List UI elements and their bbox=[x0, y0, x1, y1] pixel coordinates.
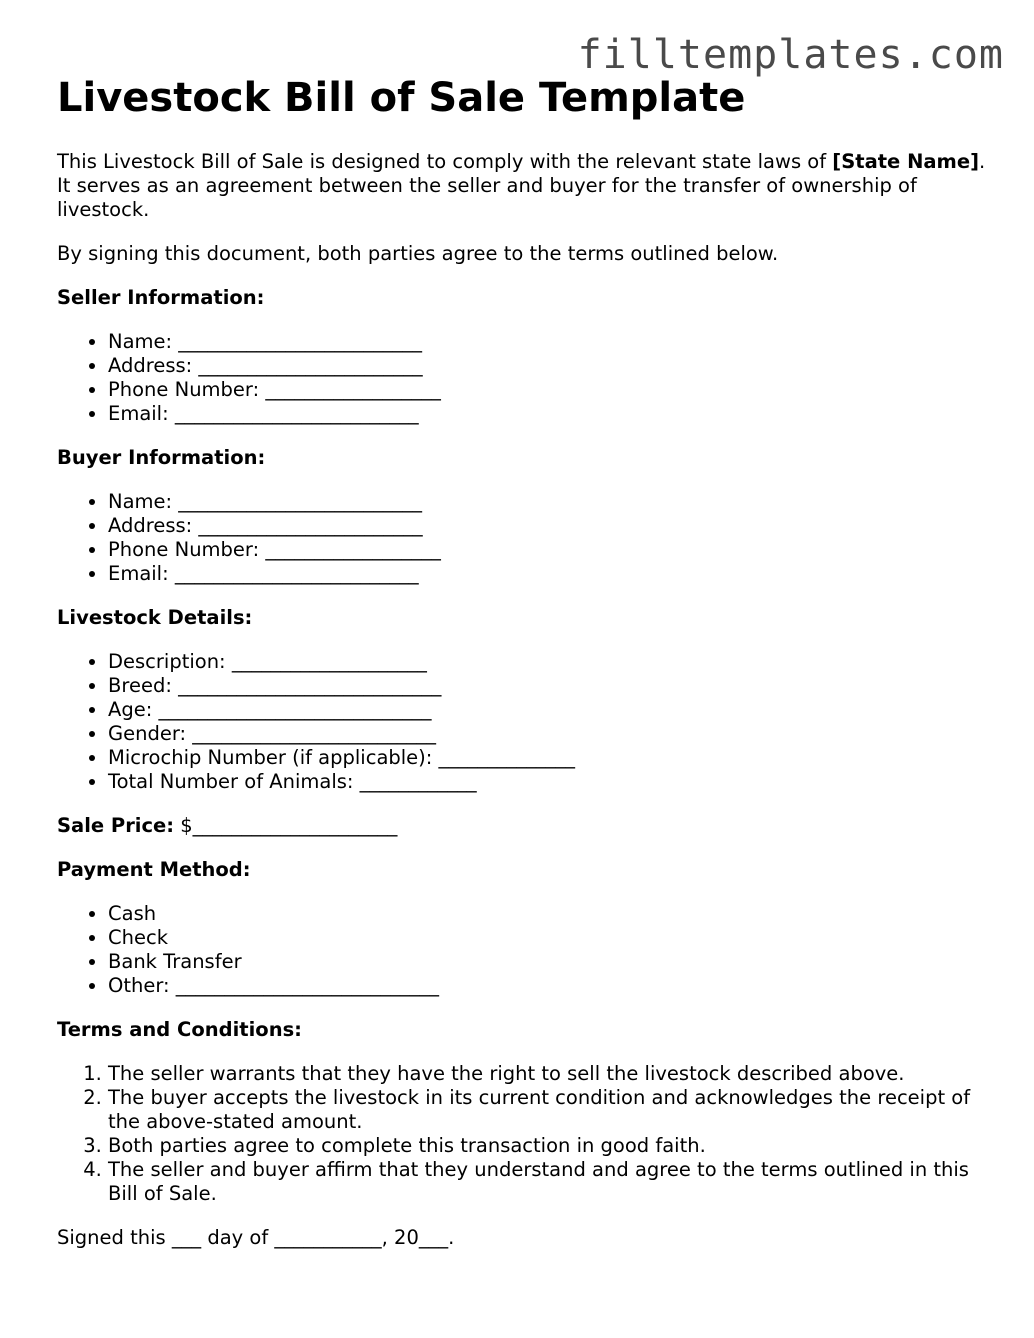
buyer-phone-field: • Phone Number: __________________ bbox=[108, 538, 987, 562]
seller-phone-field: • Phone Number: __________________ bbox=[108, 378, 987, 402]
buyer-name-field: • Name: _________________________ bbox=[108, 490, 987, 514]
term-item: 4. The seller and buyer affirm that they understand and agree to the terms outlined in this Bill of Sale. bbox=[108, 1158, 987, 1206]
livestock-count-field: • Total Number of Animals: ____________ bbox=[108, 770, 987, 794]
term-item: 1. The seller warrants that they have the right to sell the livestock described above. bbox=[108, 1062, 987, 1086]
payment-list bbox=[57, 902, 987, 998]
payment-cash: • Cash bbox=[108, 902, 987, 926]
livestock-age-field: • Age: ____________________________ bbox=[108, 698, 987, 722]
document-page bbox=[57, 72, 987, 1250]
payment-check: • Check bbox=[108, 926, 987, 950]
livestock-description-field: • Description: ____________________ bbox=[108, 650, 987, 674]
livestock-breed-field: • Breed: ___________________________ bbox=[108, 674, 987, 698]
seller-list bbox=[57, 330, 987, 426]
sale-price-label: Sale Price: bbox=[57, 814, 175, 837]
term-item: 2. The buyer accepts the livestock in its current condition and acknowledges the receipt of the above-stated amount. bbox=[108, 1086, 987, 1134]
agreement-paragraph: By signing this document, both parties agree to the terms outlined below. bbox=[57, 242, 779, 265]
payment-other-field: • Other: ___________________________ bbox=[108, 974, 987, 998]
sale-price-line bbox=[57, 814, 987, 838]
watermark-logo: filltemplates.com bbox=[577, 32, 1004, 78]
terms-list bbox=[57, 1062, 987, 1206]
signature-date-line: Signed this ___ day of ___________, 20___. bbox=[57, 1226, 455, 1249]
payment-heading: Payment Method: bbox=[57, 858, 251, 881]
seller-heading: Seller Information: bbox=[57, 286, 265, 309]
buyer-address-field: • Address: _______________________ bbox=[108, 514, 987, 538]
document-title: Livestock Bill of Sale Template bbox=[57, 75, 746, 121]
seller-email-field: • Email: _________________________ bbox=[108, 402, 987, 426]
sale-price-field: $_____________________ bbox=[174, 814, 398, 837]
livestock-heading: Livestock Details: bbox=[57, 606, 253, 629]
state-name-placeholder: [State Name] bbox=[832, 150, 980, 173]
payment-bank-transfer: • Bank Transfer bbox=[108, 950, 987, 974]
term-item: 3. Both parties agree to complete this transaction in good faith. bbox=[108, 1134, 987, 1158]
buyer-list bbox=[57, 490, 987, 586]
seller-address-field: • Address: _______________________ bbox=[108, 354, 987, 378]
livestock-list bbox=[57, 650, 987, 794]
buyer-email-field: • Email: _________________________ bbox=[108, 562, 987, 586]
livestock-gender-field: • Gender: _________________________ bbox=[108, 722, 987, 746]
intro-text-before: This Livestock Bill of Sale is designed to comply with the relevant state laws of bbox=[57, 150, 833, 173]
livestock-microchip-field: • Microchip Number (if applicable): ______________ bbox=[108, 746, 987, 770]
intro-paragraph bbox=[57, 150, 987, 222]
seller-name-field: • Name: _________________________ bbox=[108, 330, 987, 354]
terms-heading: Terms and Conditions: bbox=[57, 1018, 302, 1041]
intro-text-after: . It serves as an agreement between the seller and buyer for the transfer of ownership of livestock. bbox=[57, 150, 986, 221]
buyer-heading: Buyer Information: bbox=[57, 446, 266, 469]
